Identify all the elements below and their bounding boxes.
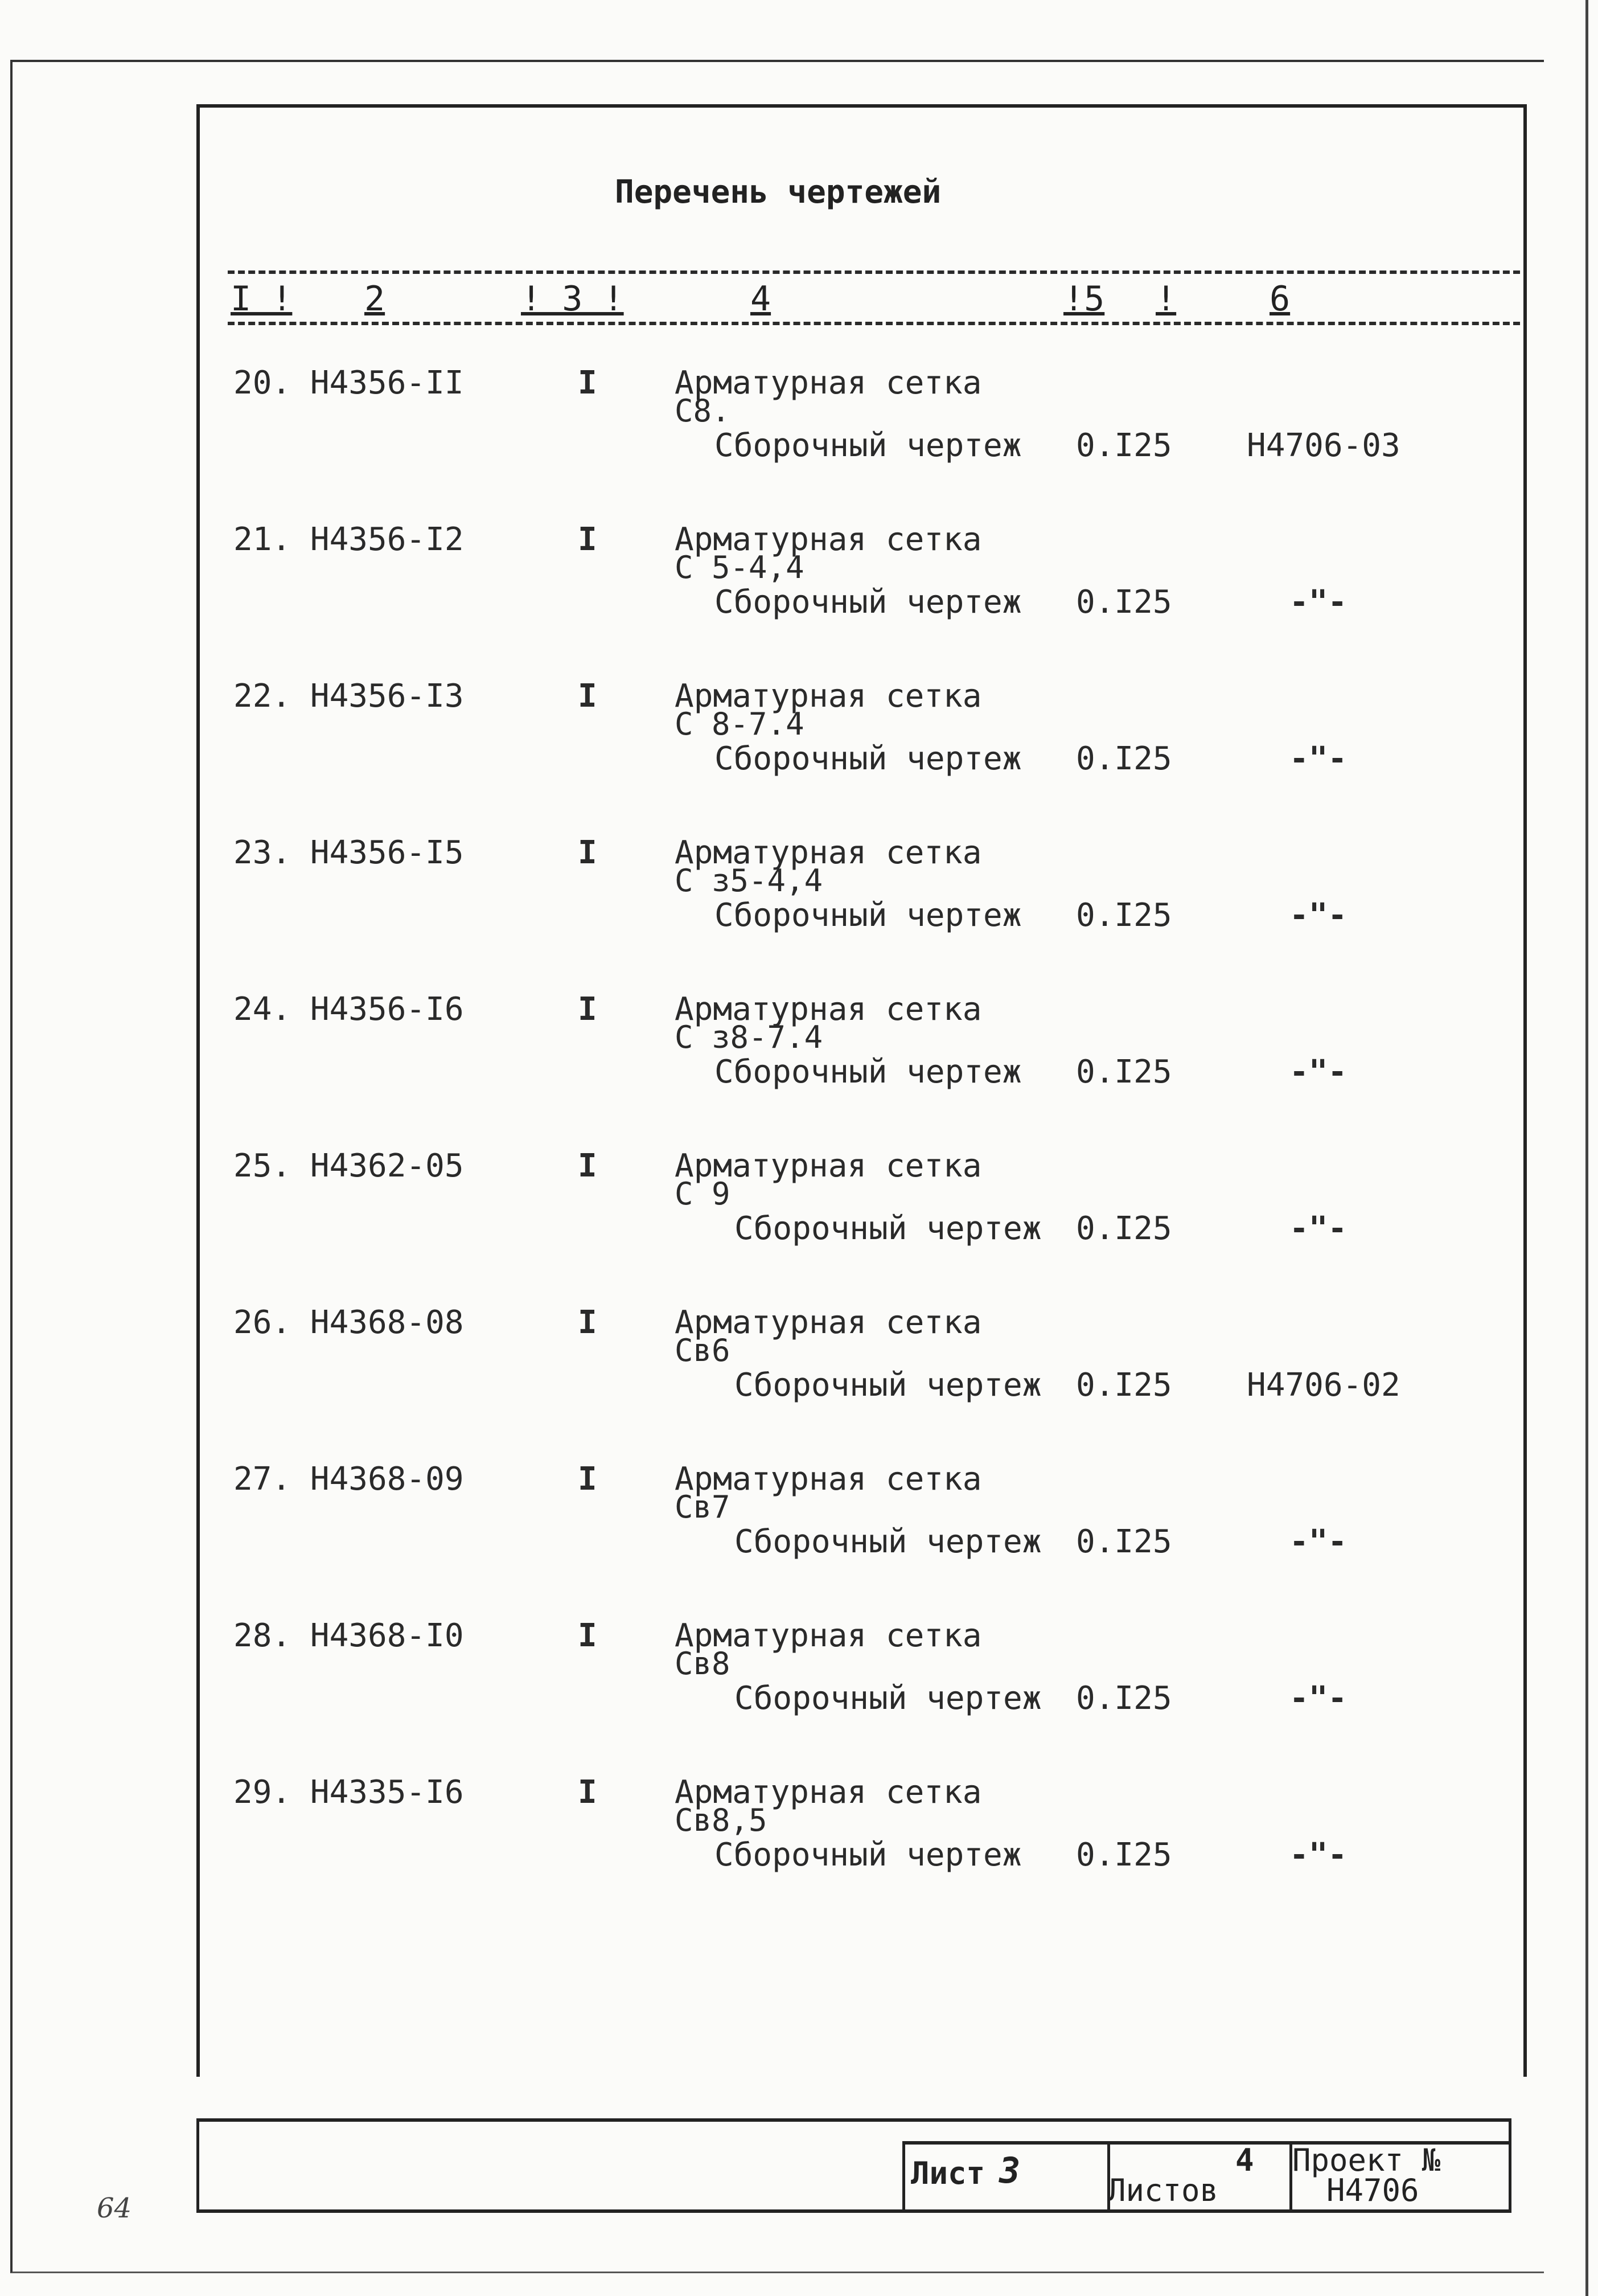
- item-name: Арматурная сетка: [675, 1304, 982, 1341]
- project-number: Н4706: [1326, 2172, 1419, 2208]
- sheet-count: I: [578, 1304, 597, 1341]
- header-rule-top: [228, 270, 1520, 274]
- handwritten-page-note: 64: [97, 2192, 132, 2224]
- item-reference-ditto: -"-: [1289, 584, 1348, 621]
- sheet-count: I: [578, 1147, 597, 1184]
- item-mark: С 5-4,4: [675, 550, 804, 585]
- table-row: [0, 1617, 1598, 1765]
- column-header-6: 6: [1270, 279, 1291, 319]
- item-subtitle: Сборочный чертеж: [734, 1523, 1042, 1560]
- sheet-count: I: [578, 1461, 597, 1498]
- column-header-1: I !: [231, 279, 293, 319]
- item-reference-ditto: -"-: [1289, 1210, 1348, 1247]
- item-mark: С8.: [675, 393, 730, 429]
- item-mark: С 9: [675, 1176, 730, 1212]
- item-name: Арматурная сетка: [675, 991, 982, 1028]
- column-header-4: 4: [750, 279, 771, 319]
- item-subtitle: Сборочный чертеж: [714, 1053, 1022, 1090]
- item-name: Арматурная сетка: [675, 364, 982, 401]
- item-subtitle: Сборочный чертеж: [734, 1367, 1042, 1404]
- sheet-count: I: [578, 834, 597, 871]
- column-header-3: ! 3 !: [521, 279, 624, 319]
- table-row: [0, 1461, 1598, 1609]
- item-scale: 0.I25: [1076, 1210, 1172, 1247]
- item-name: Арматурная сетка: [675, 678, 982, 715]
- item-subtitle: Сборочный чертеж: [714, 1836, 1022, 1873]
- table-row: [0, 1304, 1598, 1452]
- item-scale: 0.I25: [1076, 1053, 1172, 1090]
- drawing-number: 21. Н4356-I2: [233, 521, 464, 558]
- item-reference: Н4706-02: [1247, 1367, 1400, 1404]
- sheets-label: Листов: [1107, 2172, 1219, 2208]
- sheet-count: I: [578, 1617, 597, 1654]
- item-name: Арматурная сетка: [675, 1774, 982, 1811]
- item-mark: Св7: [675, 1489, 730, 1525]
- item-reference-ditto: -"-: [1289, 1680, 1348, 1717]
- item-mark: Св8,5: [675, 1802, 767, 1838]
- column-header-2: 2: [364, 279, 385, 319]
- header-rule-bottom: [228, 322, 1520, 325]
- table-row: [0, 678, 1598, 826]
- item-name: Арматурная сетка: [675, 521, 982, 558]
- item-subtitle: Сборочный чертеж: [714, 897, 1022, 934]
- item-reference-ditto: -"-: [1289, 1053, 1348, 1090]
- title-block-rule-top: [196, 2118, 1511, 2122]
- item-name: Арматурная сетка: [675, 834, 982, 871]
- item-scale: 0.I25: [1076, 427, 1172, 464]
- drawing-number: 25. Н4362-05: [233, 1147, 464, 1184]
- item-reference-ditto: -"-: [1289, 740, 1348, 777]
- drawing-number: 26. Н4368-08: [233, 1304, 464, 1341]
- sheet-number: 3: [999, 2150, 1021, 2191]
- sheet-count: I: [578, 364, 597, 401]
- table-row: [0, 364, 1598, 512]
- sheet-count: I: [578, 1774, 597, 1811]
- sheets-total: 4: [1235, 2142, 1254, 2178]
- item-subtitle: Сборочный чертеж: [734, 1210, 1042, 1247]
- item-mark: С з8-7.4: [675, 1019, 823, 1055]
- sheet-label: Лист: [911, 2155, 985, 2191]
- item-subtitle: Сборочный чертеж: [714, 427, 1022, 464]
- table-row: [0, 834, 1598, 982]
- table-row: [0, 521, 1598, 669]
- drawing-number: 23. Н4356-I5: [233, 834, 464, 871]
- item-name: Арматурная сетка: [675, 1147, 982, 1184]
- item-scale: 0.I25: [1076, 1680, 1172, 1717]
- item-mark: Св6: [675, 1332, 730, 1368]
- title-block-left-edge: [196, 2118, 199, 2212]
- item-mark: Св8: [675, 1646, 730, 1682]
- title-block-right-edge: [1509, 2118, 1511, 2212]
- item-scale: 0.I25: [1076, 584, 1172, 621]
- drawing-number: 22. Н4356-I3: [233, 678, 464, 715]
- sheet-count: I: [578, 678, 597, 715]
- item-subtitle: Сборочный чертеж: [734, 1680, 1042, 1717]
- drawing-number: 27. Н4368-09: [233, 1461, 464, 1498]
- item-mark: С з5-4,4: [675, 863, 823, 899]
- drawing-number: 20. Н4356-II: [233, 364, 464, 401]
- item-name: Арматурная сетка: [675, 1617, 982, 1654]
- item-subtitle: Сборочный чертеж: [714, 740, 1022, 777]
- sheet-count: I: [578, 521, 597, 558]
- item-reference-ditto: -"-: [1289, 897, 1348, 934]
- item-scale: 0.I25: [1076, 1367, 1172, 1404]
- project-label: Проект №: [1292, 2142, 1441, 2178]
- item-scale: 0.I25: [1076, 897, 1172, 934]
- column-header-5: !5: [1063, 279, 1105, 319]
- table-row: [0, 1774, 1598, 1922]
- item-subtitle: Сборочный чертеж: [714, 584, 1022, 621]
- title-block-divider-1: [902, 2141, 905, 2212]
- sheet-count: I: [578, 991, 597, 1028]
- drawing-number: 24. Н4356-I6: [233, 991, 464, 1028]
- item-mark: С 8-7.4: [675, 706, 804, 742]
- drawing-number: 28. Н4368-I0: [233, 1617, 464, 1654]
- item-name: Арматурная сетка: [675, 1461, 982, 1498]
- item-reference-ditto: -"-: [1289, 1523, 1348, 1560]
- column-header-sep: !: [1156, 279, 1177, 319]
- table-row: [0, 1147, 1598, 1295]
- title-block-rule-bottom: [196, 2209, 1511, 2213]
- drawing-number: 29. Н4335-I6: [233, 1774, 464, 1811]
- item-scale: 0.I25: [1076, 1523, 1172, 1560]
- table-row: [0, 991, 1598, 1139]
- item-reference: Н4706-03: [1247, 427, 1400, 464]
- item-reference-ditto: -"-: [1289, 1836, 1348, 1873]
- document-title: Перечень чертежей: [615, 174, 942, 211]
- item-scale: 0.I25: [1076, 1836, 1172, 1873]
- item-scale: 0.I25: [1076, 740, 1172, 777]
